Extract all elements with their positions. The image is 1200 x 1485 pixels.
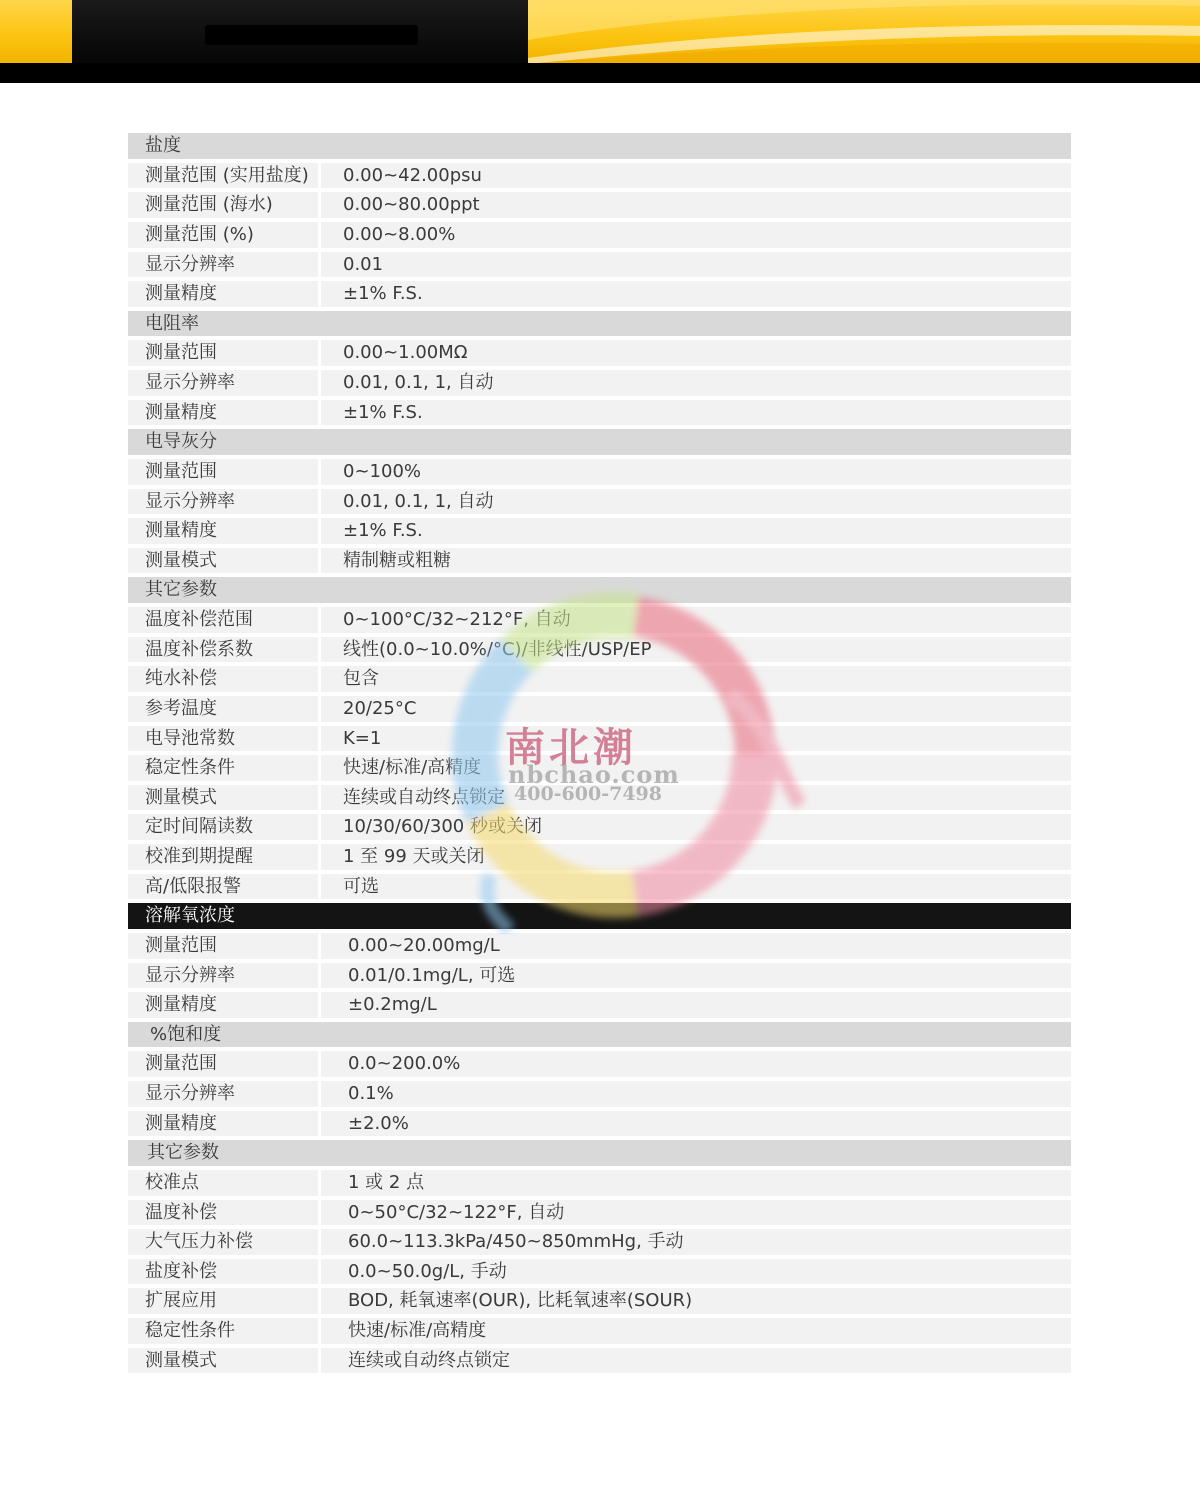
spec-value: 1 至 99 天或关闭 bbox=[343, 846, 485, 867]
spec-row bbox=[128, 1348, 1071, 1374]
spec-row bbox=[128, 548, 1071, 574]
spec-label: 扩展应用 bbox=[128, 1288, 321, 1314]
spec-value: 快速/标准/高精度 bbox=[348, 1320, 487, 1341]
watermark-phone: 400-600-7498 bbox=[514, 783, 662, 805]
spec-row bbox=[128, 1259, 1071, 1285]
spec-row bbox=[128, 518, 1071, 544]
spec-value: 精制糖或粗糖 bbox=[343, 549, 451, 571]
spec-label: 显示分辨率 bbox=[128, 1081, 321, 1107]
spec-label: 测量范围 bbox=[128, 933, 321, 959]
spec-row bbox=[128, 222, 1071, 248]
spec-value: 60.0~113.3kPa/450~850mmHg, 手动 bbox=[348, 1231, 684, 1253]
spec-value: 0.00~42.00psu bbox=[343, 164, 482, 186]
spec-label: 稳定性条件 bbox=[128, 755, 321, 781]
spec-label: 校准点 bbox=[128, 1170, 321, 1196]
section-title: 溶解氧浓度 bbox=[145, 905, 235, 927]
spec-value: K=1 bbox=[343, 727, 382, 749]
spec-value: 0.01, 0.1, 1, 自动 bbox=[343, 372, 494, 393]
spec-value: 线性(0.0~10.0%/°C)/非线性/USP/EP bbox=[343, 638, 652, 660]
spec-row bbox=[128, 281, 1071, 307]
spec-row bbox=[128, 1288, 1071, 1314]
spec-value: 1 或 2 点 bbox=[348, 1171, 425, 1193]
spec-label: 温度补偿系数 bbox=[128, 637, 321, 663]
spec-row bbox=[128, 1111, 1071, 1137]
spec-row bbox=[128, 163, 1071, 189]
spec-value: ±1% F.S. bbox=[343, 401, 423, 423]
spec-value: ±1% F.S. bbox=[343, 283, 423, 305]
spec-row bbox=[128, 400, 1071, 426]
spec-value: 0.01, 0.1, 1, 自动 bbox=[343, 490, 494, 512]
watermark-name: 南北潮 bbox=[505, 724, 637, 771]
spec-value: 0~100°C/32~212°F, 自动 bbox=[343, 609, 571, 630]
header-banner bbox=[0, 0, 1200, 83]
spec-value: 0.00~8.00% bbox=[343, 223, 456, 245]
section-header bbox=[128, 1022, 1071, 1048]
spec-value: 0.0~50.0g/L, 手动 bbox=[348, 1260, 507, 1282]
spec-value: 快速/标准/高精度 bbox=[343, 757, 482, 779]
spec-row bbox=[128, 1051, 1071, 1077]
spec-row bbox=[128, 607, 1071, 633]
spec-value: 20/25°C bbox=[343, 697, 417, 719]
spec-value: 0.0~200.0% bbox=[348, 1053, 461, 1075]
spec-label: 温度补偿范围 bbox=[128, 607, 321, 633]
section-title: 电导灰分 bbox=[145, 431, 217, 453]
spec-value: 0.01/0.1mg/L, 可选 bbox=[348, 964, 516, 986]
spec-label: 校准到期提醒 bbox=[128, 844, 321, 870]
spec-row bbox=[128, 963, 1071, 989]
spec-label: 测量精度 bbox=[128, 1111, 321, 1137]
spec-row bbox=[128, 459, 1071, 485]
spec-label: 测量范围 (实用盐度) bbox=[128, 163, 321, 189]
section-header bbox=[128, 903, 1071, 929]
spec-label: 显示分辨率 bbox=[128, 489, 321, 515]
spec-label: 测量范围 bbox=[128, 459, 321, 485]
spec-label: 测量范围 (%) bbox=[128, 222, 321, 248]
spec-label: 测量范围 bbox=[128, 1051, 321, 1077]
section-header bbox=[128, 429, 1071, 455]
spec-value: 0.00~1.00MΩ bbox=[343, 342, 468, 364]
spec-label: 测量精度 bbox=[128, 281, 321, 307]
section-header bbox=[128, 133, 1071, 159]
spec-label: 盐度补偿 bbox=[128, 1259, 321, 1285]
spec-label: 显示分辨率 bbox=[128, 252, 321, 278]
spec-row bbox=[128, 370, 1071, 396]
spec-label: 纯水补偿 bbox=[128, 666, 321, 692]
spec-value: ±2.0% bbox=[348, 1112, 409, 1134]
section-title: 电阻率 bbox=[145, 312, 199, 334]
spec-value: 0.00~80.00ppt bbox=[343, 194, 480, 216]
section-header bbox=[128, 1140, 1071, 1166]
spec-label: 稳定性条件 bbox=[128, 1318, 321, 1344]
spec-value: 包含 bbox=[343, 668, 379, 690]
spec-row bbox=[128, 1170, 1071, 1196]
spec-row bbox=[128, 489, 1071, 515]
spec-row bbox=[128, 637, 1071, 663]
spec-value: 0.1% bbox=[348, 1083, 394, 1104]
spec-label: 测量范围 (海水) bbox=[128, 192, 321, 218]
redacted-title-block bbox=[205, 25, 418, 45]
spec-row bbox=[128, 814, 1071, 840]
spec-label: 测量精度 bbox=[128, 400, 321, 426]
spec-value: 连续或自动终点锁定 bbox=[343, 786, 505, 808]
spec-label: 电导池常数 bbox=[128, 726, 321, 752]
spec-value: 0.00~20.00mg/L bbox=[348, 934, 500, 956]
spec-value: 可选 bbox=[343, 875, 379, 897]
spec-label: 定时间隔读数 bbox=[128, 814, 321, 840]
spec-row bbox=[128, 992, 1071, 1018]
spec-label: 参考温度 bbox=[128, 696, 321, 722]
spec-label: 测量精度 bbox=[128, 518, 321, 544]
spec-label: 高/低限报警 bbox=[128, 874, 321, 900]
banner-swoosh-graphic bbox=[528, 0, 1200, 64]
spec-value: BOD, 耗氧速率(OUR), 比耗氧速率(SOUR) bbox=[348, 1290, 693, 1312]
spec-row bbox=[128, 874, 1071, 900]
spec-label: 测量模式 bbox=[128, 1348, 321, 1374]
spec-label: 测量精度 bbox=[128, 992, 321, 1018]
spec-row bbox=[128, 1200, 1071, 1226]
section-title: 其它参数 bbox=[147, 1142, 219, 1164]
section-header bbox=[128, 577, 1071, 603]
spec-label: 测量范围 bbox=[128, 340, 321, 366]
spec-value: ±1% F.S. bbox=[343, 520, 423, 542]
section-title: %饱和度 bbox=[150, 1023, 222, 1045]
spec-label: 显示分辨率 bbox=[128, 370, 321, 396]
spec-value: ±0.2mg/L bbox=[348, 994, 437, 1016]
spec-label: 大气压力补偿 bbox=[128, 1229, 321, 1255]
spec-row bbox=[128, 1229, 1071, 1255]
spec-value: 连续或自动终点锁定 bbox=[348, 1349, 510, 1371]
spec-row bbox=[128, 252, 1071, 278]
spec-row bbox=[128, 1318, 1071, 1344]
spec-row bbox=[128, 340, 1071, 366]
spec-label: 测量模式 bbox=[128, 785, 321, 811]
banner-black-bar bbox=[0, 63, 1200, 83]
section-header bbox=[128, 311, 1071, 337]
spec-value: 10/30/60/300 秒或关闭 bbox=[343, 816, 542, 838]
spec-label: 测量模式 bbox=[128, 548, 321, 574]
section-title: 盐度 bbox=[145, 135, 181, 156]
spec-value: 0.01 bbox=[343, 253, 384, 275]
spec-row bbox=[128, 933, 1071, 959]
spec-label: 显示分辨率 bbox=[128, 963, 321, 989]
spec-value: 0~50°C/32~122°F, 自动 bbox=[348, 1201, 565, 1223]
spec-row bbox=[128, 666, 1071, 692]
watermark-site: nbchao.com bbox=[508, 760, 680, 789]
spec-label: 温度补偿 bbox=[128, 1200, 321, 1226]
section-title: 其它参数 bbox=[145, 579, 217, 601]
spec-row bbox=[128, 844, 1071, 870]
spec-value: 0~100% bbox=[343, 460, 421, 482]
spec-row bbox=[128, 1081, 1071, 1107]
spec-row bbox=[128, 192, 1071, 218]
